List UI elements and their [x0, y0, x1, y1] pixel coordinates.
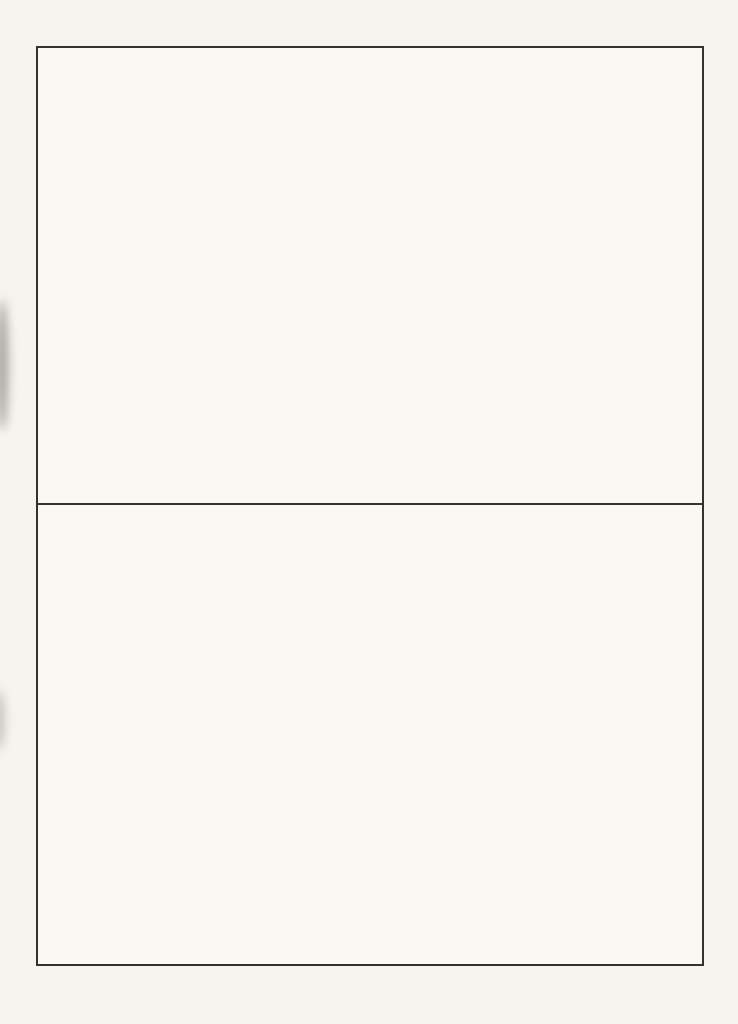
roster-table-bottom	[36, 504, 704, 966]
directory-table-frame	[36, 46, 704, 966]
scan-smudge	[0, 300, 8, 430]
roster-table-top	[36, 46, 704, 504]
scan-smudge	[0, 690, 4, 750]
